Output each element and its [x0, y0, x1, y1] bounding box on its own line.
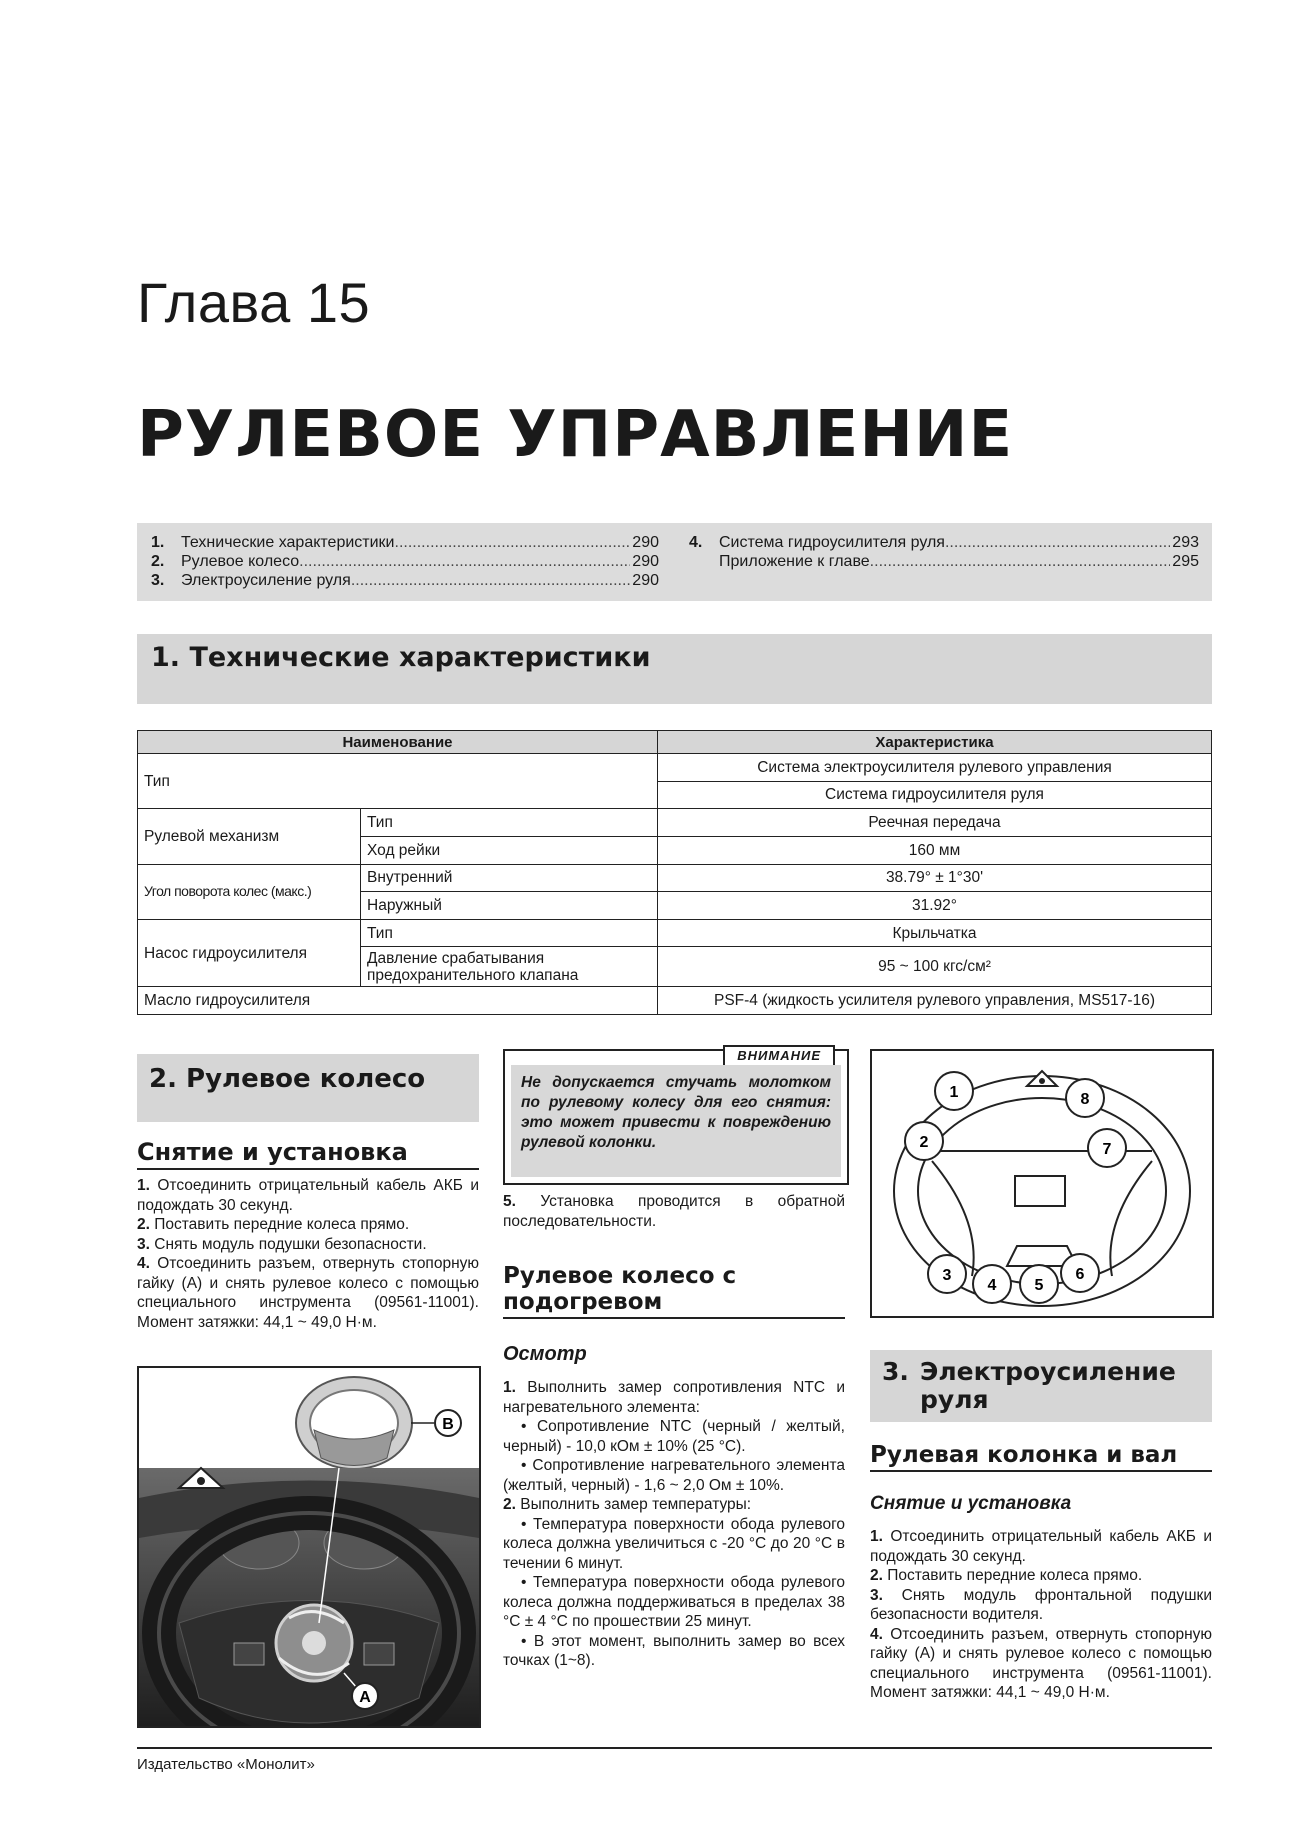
diagram-point-label: 2 — [919, 1134, 929, 1151]
toc-num — [689, 552, 719, 571]
bullet-item: • Сопротивление NTC (черный / желтый, черный) - 10,0 кОм ± 10% (25 °C). — [503, 1418, 845, 1455]
step-text: Отсоединить разъем, отвернуть стопорную гайку (A) и снять рулевое колесо с помощью специального инструмента (09561-11001). Момент затяжки: 44,1 ~ 49,0 Н·м. — [870, 1625, 1213, 1701]
chapter-title: РУЛЕВОЕ УПРАВЛЕНИЕ — [137, 398, 1014, 472]
step-number: 1. — [503, 1379, 516, 1396]
table-cell: 95 ~ 100 кгс/см² — [658, 947, 1212, 987]
toc-page: 290 — [632, 553, 659, 570]
steering-wheel-photo — [137, 1366, 481, 1728]
toc-page: 295 — [1172, 553, 1199, 570]
step-number: 2. — [137, 1216, 150, 1233]
toc-num: 3. — [151, 572, 165, 589]
section-1-title: 1. Технические характеристики — [151, 642, 651, 673]
diagram-point-label: 4 — [987, 1277, 997, 1294]
toc-right-column — [689, 533, 1199, 571]
toc-item[interactable] — [151, 552, 659, 571]
table-row — [138, 987, 1212, 1015]
table-row — [138, 919, 1212, 947]
table-cell: Внутренний — [361, 864, 658, 892]
spec-table — [137, 730, 1212, 1015]
step-item — [137, 1215, 479, 1235]
section-2-header — [137, 1054, 479, 1122]
table-cell: Ход рейки — [361, 836, 658, 864]
step-item — [503, 1192, 845, 1231]
inspection-steps — [503, 1378, 845, 1671]
table-cell: 160 мм — [658, 836, 1212, 864]
section-3-steps — [870, 1527, 1212, 1703]
diagram-point-label: 5 — [1034, 1277, 1044, 1294]
step-text: Поставить передние колеса прямо. — [154, 1216, 410, 1233]
step-text: Снять модуль подушки безопасности. — [154, 1235, 427, 1253]
footer-publisher: Издательство «Монолит» — [137, 1756, 315, 1773]
table-cell: Тип — [138, 754, 658, 809]
table-cell: Тип — [361, 809, 658, 837]
step-number: 4. — [870, 1625, 883, 1643]
step-text: Отсоединить отрицательный кабель АКБ и подождать 30 секунд. — [137, 1177, 480, 1214]
toc-item[interactable] — [151, 571, 659, 590]
inset-wheel-icon — [296, 1377, 412, 1469]
toc-item[interactable] — [689, 533, 1199, 552]
table-cell: 38.79° ± 1°30' — [658, 864, 1212, 892]
toc-page: 293 — [1172, 534, 1199, 551]
chapter-label: Глава 15 — [137, 271, 371, 334]
section-3-title: Электроусиление руля — [920, 1357, 1176, 1414]
footer-divider — [137, 1747, 1212, 1749]
table-cell: Тип — [361, 919, 658, 947]
table-cell: Давление срабатывания предохранительного клапана — [361, 947, 658, 987]
warning-box — [503, 1049, 849, 1185]
bullet-item: • В этот момент, выполнить замер во всех точках (1~8). — [503, 1632, 845, 1669]
measurement-points-diagram — [870, 1049, 1214, 1318]
step-number: 3. — [137, 1235, 150, 1253]
toc-title: Электроусиление руля — [181, 572, 351, 589]
toc-dots — [395, 533, 631, 552]
toc-page: 290 — [632, 572, 659, 589]
step-text: Установка проводится в обратной последовательности. — [503, 1193, 845, 1230]
step-item — [870, 1566, 1212, 1586]
diagram-point-label: 8 — [1080, 1091, 1090, 1108]
step-number: 3. — [870, 1586, 883, 1604]
diagram-point-label: 7 — [1102, 1141, 1112, 1158]
table-of-contents — [137, 523, 1212, 601]
toc-dots — [351, 571, 630, 590]
toc-num: 1. — [151, 534, 165, 551]
step-number: 1. — [137, 1177, 150, 1194]
section-3-number: 3. — [882, 1357, 909, 1386]
table-header-row — [138, 731, 1212, 754]
toc-title: Технические характеристики — [181, 534, 395, 551]
step-item — [137, 1254, 479, 1332]
diagram-point-label: 1 — [949, 1084, 959, 1101]
table-row — [138, 754, 1212, 782]
table-row — [138, 864, 1212, 892]
step-number: 5. — [503, 1193, 516, 1210]
step-text: Снять модуль фронтальной подушки безопасности водителя. — [870, 1586, 1212, 1623]
step-number: 2. — [870, 1567, 883, 1584]
toc-page: 290 — [632, 534, 659, 551]
table-cell: Насос гидроусилителя — [138, 919, 361, 987]
toc-item[interactable] — [689, 552, 1199, 571]
column-header: Наименование — [138, 731, 658, 754]
step-text: Выполнить замер сопротивления NTC и нагревательного элемента: — [503, 1379, 846, 1416]
section-3-subtitle: Рулевая колонка и вал — [870, 1442, 1212, 1472]
inspection-title: Осмотр — [503, 1343, 587, 1365]
section-2-steps — [137, 1176, 479, 1332]
bullet-item: • Сопротивление нагревательного элемента (желтый, черный) - 1,6 ~ 2,0 Ом ± 10%. — [503, 1457, 845, 1494]
heated-wheel-title: Рулевое колесо с подогревом — [503, 1263, 845, 1319]
step-item — [870, 1625, 1212, 1703]
step-item — [870, 1527, 1212, 1566]
step-item — [503, 1495, 845, 1515]
step-text: Поставить передние колеса прямо. — [887, 1567, 1143, 1584]
diagram-point-label: 6 — [1075, 1266, 1085, 1283]
toc-item[interactable] — [151, 533, 659, 552]
table-cell: Система электроусилителя рулевого управления — [658, 754, 1212, 782]
table-cell: Реечная передача — [658, 809, 1212, 837]
step-item — [137, 1235, 479, 1255]
step-number: 2. — [503, 1496, 516, 1513]
table-cell: Масло гидроусилителя — [138, 987, 658, 1015]
warning-triangle-icon — [1027, 1071, 1057, 1086]
toc-dots — [945, 533, 1170, 552]
step-text: Выполнить замер температуры: — [520, 1496, 752, 1513]
toc-dots — [870, 552, 1171, 571]
warning-label: ВНИМАНИЕ — [723, 1045, 835, 1067]
table-cell: Система гидроусилителя руля — [658, 781, 1212, 809]
table-cell: 31.92° — [658, 892, 1212, 920]
toc-title: Рулевое колесо — [181, 553, 300, 570]
step-number: 1. — [870, 1528, 883, 1545]
table-cell: PSF-4 (жидкость усилителя рулевого управления, MS517-16) — [658, 987, 1212, 1015]
toc-left-column — [151, 533, 659, 590]
toc-title: Система гидроусилителя руля — [719, 534, 945, 551]
step-text: Отсоединить отрицательный кабель АКБ и подождать 30 секунд. — [870, 1528, 1213, 1565]
section-3-header — [870, 1350, 1212, 1422]
step-number: 4. — [137, 1255, 150, 1272]
toc-title: Приложение к главе — [719, 553, 870, 570]
wheel-diagram-svg — [872, 1051, 1212, 1316]
steering-wheel-illustration — [139, 1368, 479, 1726]
table-row — [138, 809, 1212, 837]
table-cell: Рулевой механизм — [138, 809, 361, 864]
toc-num: 2. — [151, 553, 165, 570]
column-header: Характеристика — [658, 731, 1212, 754]
step-text: Отсоединить разъем, отвернуть стопорную гайку (A) и снять рулевое колесо с помощью специального инструмента (09561-11001). Момент затяжки: 44,1 ~ 49,0 Н·м. — [137, 1255, 480, 1331]
step-item — [503, 1378, 845, 1417]
diagram-point-label: 3 — [942, 1267, 952, 1284]
section-2-subtitle: Снятие и установка — [137, 1138, 479, 1170]
bullet-item: • Температура поверхности обода рулевого колеса должна увеличиться с -20 °C до 20 °C в течении 6 минут. — [503, 1515, 845, 1572]
step-item — [870, 1586, 1212, 1625]
section-2-title: 2. Рулевое колесо — [149, 1064, 426, 1094]
label-b: B — [442, 1416, 454, 1433]
step-item — [137, 1176, 479, 1215]
warning-text: Не допускается стучать молотком по рулевому колесу для его снятия: это может привести к повреждению рулевой колонки. — [511, 1065, 841, 1177]
toc-dots — [299, 552, 630, 571]
section-1-header — [137, 634, 1212, 704]
table-cell: Наружный — [361, 892, 658, 920]
table-cell: Угол поворота колес (макс.) — [138, 864, 361, 919]
bullet-item: • Температура поверхности обода рулевого колеса должна поддерживаться в пределах 38 °C ± 4 °C по прошествии 25 минут. — [503, 1574, 845, 1630]
section-3-subsubtitle: Снятие и установка — [870, 1493, 1072, 1514]
table-cell: Крыльчатка — [658, 919, 1212, 947]
toc-num: 4. — [689, 534, 703, 551]
label-a: A — [359, 1689, 371, 1706]
